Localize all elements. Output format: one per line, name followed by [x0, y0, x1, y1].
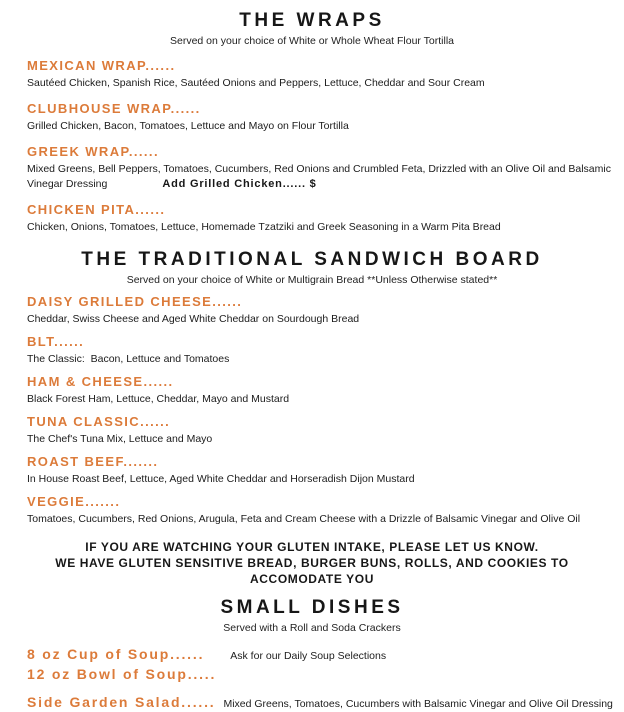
item-description: Tomatoes, Cucumbers, Red Onions, Arugula, Feta and Cream Cheese with a Drizzle of Balsamic Vinegar and Olive Oil [27, 513, 581, 525]
item-description: Grilled Chicken, Bacon, Tomatoes, Lettuce and Mayo on Flour Tortilla [27, 120, 349, 132]
item-description: Cheddar, Swiss Cheese and Aged White Cheddar on Sourdough Bread [27, 313, 360, 325]
menu-item-blt [27, 334, 614, 367]
item-note: Ask for our Daily Soup Selections [230, 650, 387, 662]
item-name: TUNA CLASSIC...... [27, 414, 171, 429]
gluten-notice-line2: WE HAVE GLUTEN SENSITIVE BREAD, BURGER BUNS, ROLLS, AND COOKIES TO ACCOMODATE YOU [55, 556, 569, 586]
menu-item-bowl-of-soup [27, 665, 614, 684]
item-name: 12 oz Bowl of Soup..... [27, 666, 217, 682]
item-name: DAISY GRILLED CHEESE...... [27, 294, 243, 309]
section-small-dishes [27, 597, 614, 712]
item-description: The Classic: Bacon, Lettuce and Tomatoes [27, 353, 230, 365]
section-title-wraps: THE WRAPS [239, 10, 385, 31]
menu-item-chicken-pita [27, 202, 614, 235]
menu-item-clubhouse-wrap [27, 101, 614, 134]
item-description: Sautéed Chicken, Spanish Rice, Sautéed Onions and Peppers, Lettuce, Cheddar and Sour Cream [27, 77, 485, 89]
menu-item-cup-of-soup [27, 645, 614, 665]
item-name: BLT...... [27, 334, 85, 349]
item-description: Mixed Greens, Tomatoes, Cucumbers with Balsamic Vinegar and Olive Oil Dressing [223, 698, 613, 710]
item-addon: Add Grilled Chicken...... $ [162, 178, 317, 190]
menu-item-side-garden-salad [27, 694, 614, 712]
item-name: 8 oz Cup of Soup...... [27, 646, 205, 662]
menu-item-soups [27, 645, 614, 684]
item-name: Side Garden Salad...... [27, 694, 216, 710]
item-name: ROAST BEEF....... [27, 454, 159, 469]
item-description: The Chef's Tuna Mix, Lettuce and Mayo [27, 433, 213, 445]
item-name: CHICKEN PITA...... [27, 202, 166, 217]
section-title-sandwich-board: THE TRADITIONAL SANDWICH BOARD [81, 249, 543, 270]
item-description-text: Mixed Greens, Bell Peppers, Tomatoes, Cucumbers, Red Onions and Crumbled Feta, Drizzled with an Olive Oil and Balsamic Vinegar Dressing [27, 163, 614, 190]
menu-item-roast-beef [27, 454, 614, 487]
section-title-small-dishes: SMALL DISHES [220, 597, 404, 618]
menu-item-ham-and-cheese [27, 374, 614, 407]
section-subtitle-small-dishes: Served with a Roll and Soda Crackers [223, 622, 401, 634]
gluten-notice-line1: IF YOU ARE WATCHING YOUR GLUTEN INTAKE, PLEASE LET US KNOW. [85, 540, 539, 554]
section-subtitle-sandwich-board: Served on your choice of White or Multigrain Bread **Unless Otherwise stated** [126, 274, 498, 286]
menu-item-mexican-wrap [27, 58, 614, 91]
item-name: CLUBHOUSE WRAP...... [27, 101, 201, 116]
item-name: HAM & CHEESE...... [27, 374, 174, 389]
menu-item-tuna-classic [27, 414, 614, 447]
item-name: MEXICAN WRAP...... [27, 58, 176, 73]
gluten-notice [27, 539, 597, 587]
menu-item-daisy-grilled-cheese [27, 294, 614, 327]
item-description: Chicken, Onions, Tomatoes, Lettuce, Homemade Tzatziki and Greek Seasoning in a Warm Pita Bread [27, 221, 501, 233]
menu-item-greek-wrap [27, 144, 614, 192]
item-name: VEGGIE....... [27, 494, 121, 509]
item-description: In House Roast Beef, Lettuce, Aged White Cheddar and Horseradish Dijon Mustard [27, 473, 415, 485]
item-description: Black Forest Ham, Lettuce, Cheddar, Mayo and Mustard [27, 393, 290, 405]
section-sandwich-board [27, 249, 614, 527]
menu-item-veggie [27, 494, 614, 527]
item-name: GREEK WRAP...... [27, 144, 159, 159]
section-wraps [27, 10, 614, 235]
section-subtitle-wraps: Served on your choice of White or Whole Wheat Flour Tortilla [169, 35, 454, 47]
item-description [27, 162, 614, 192]
